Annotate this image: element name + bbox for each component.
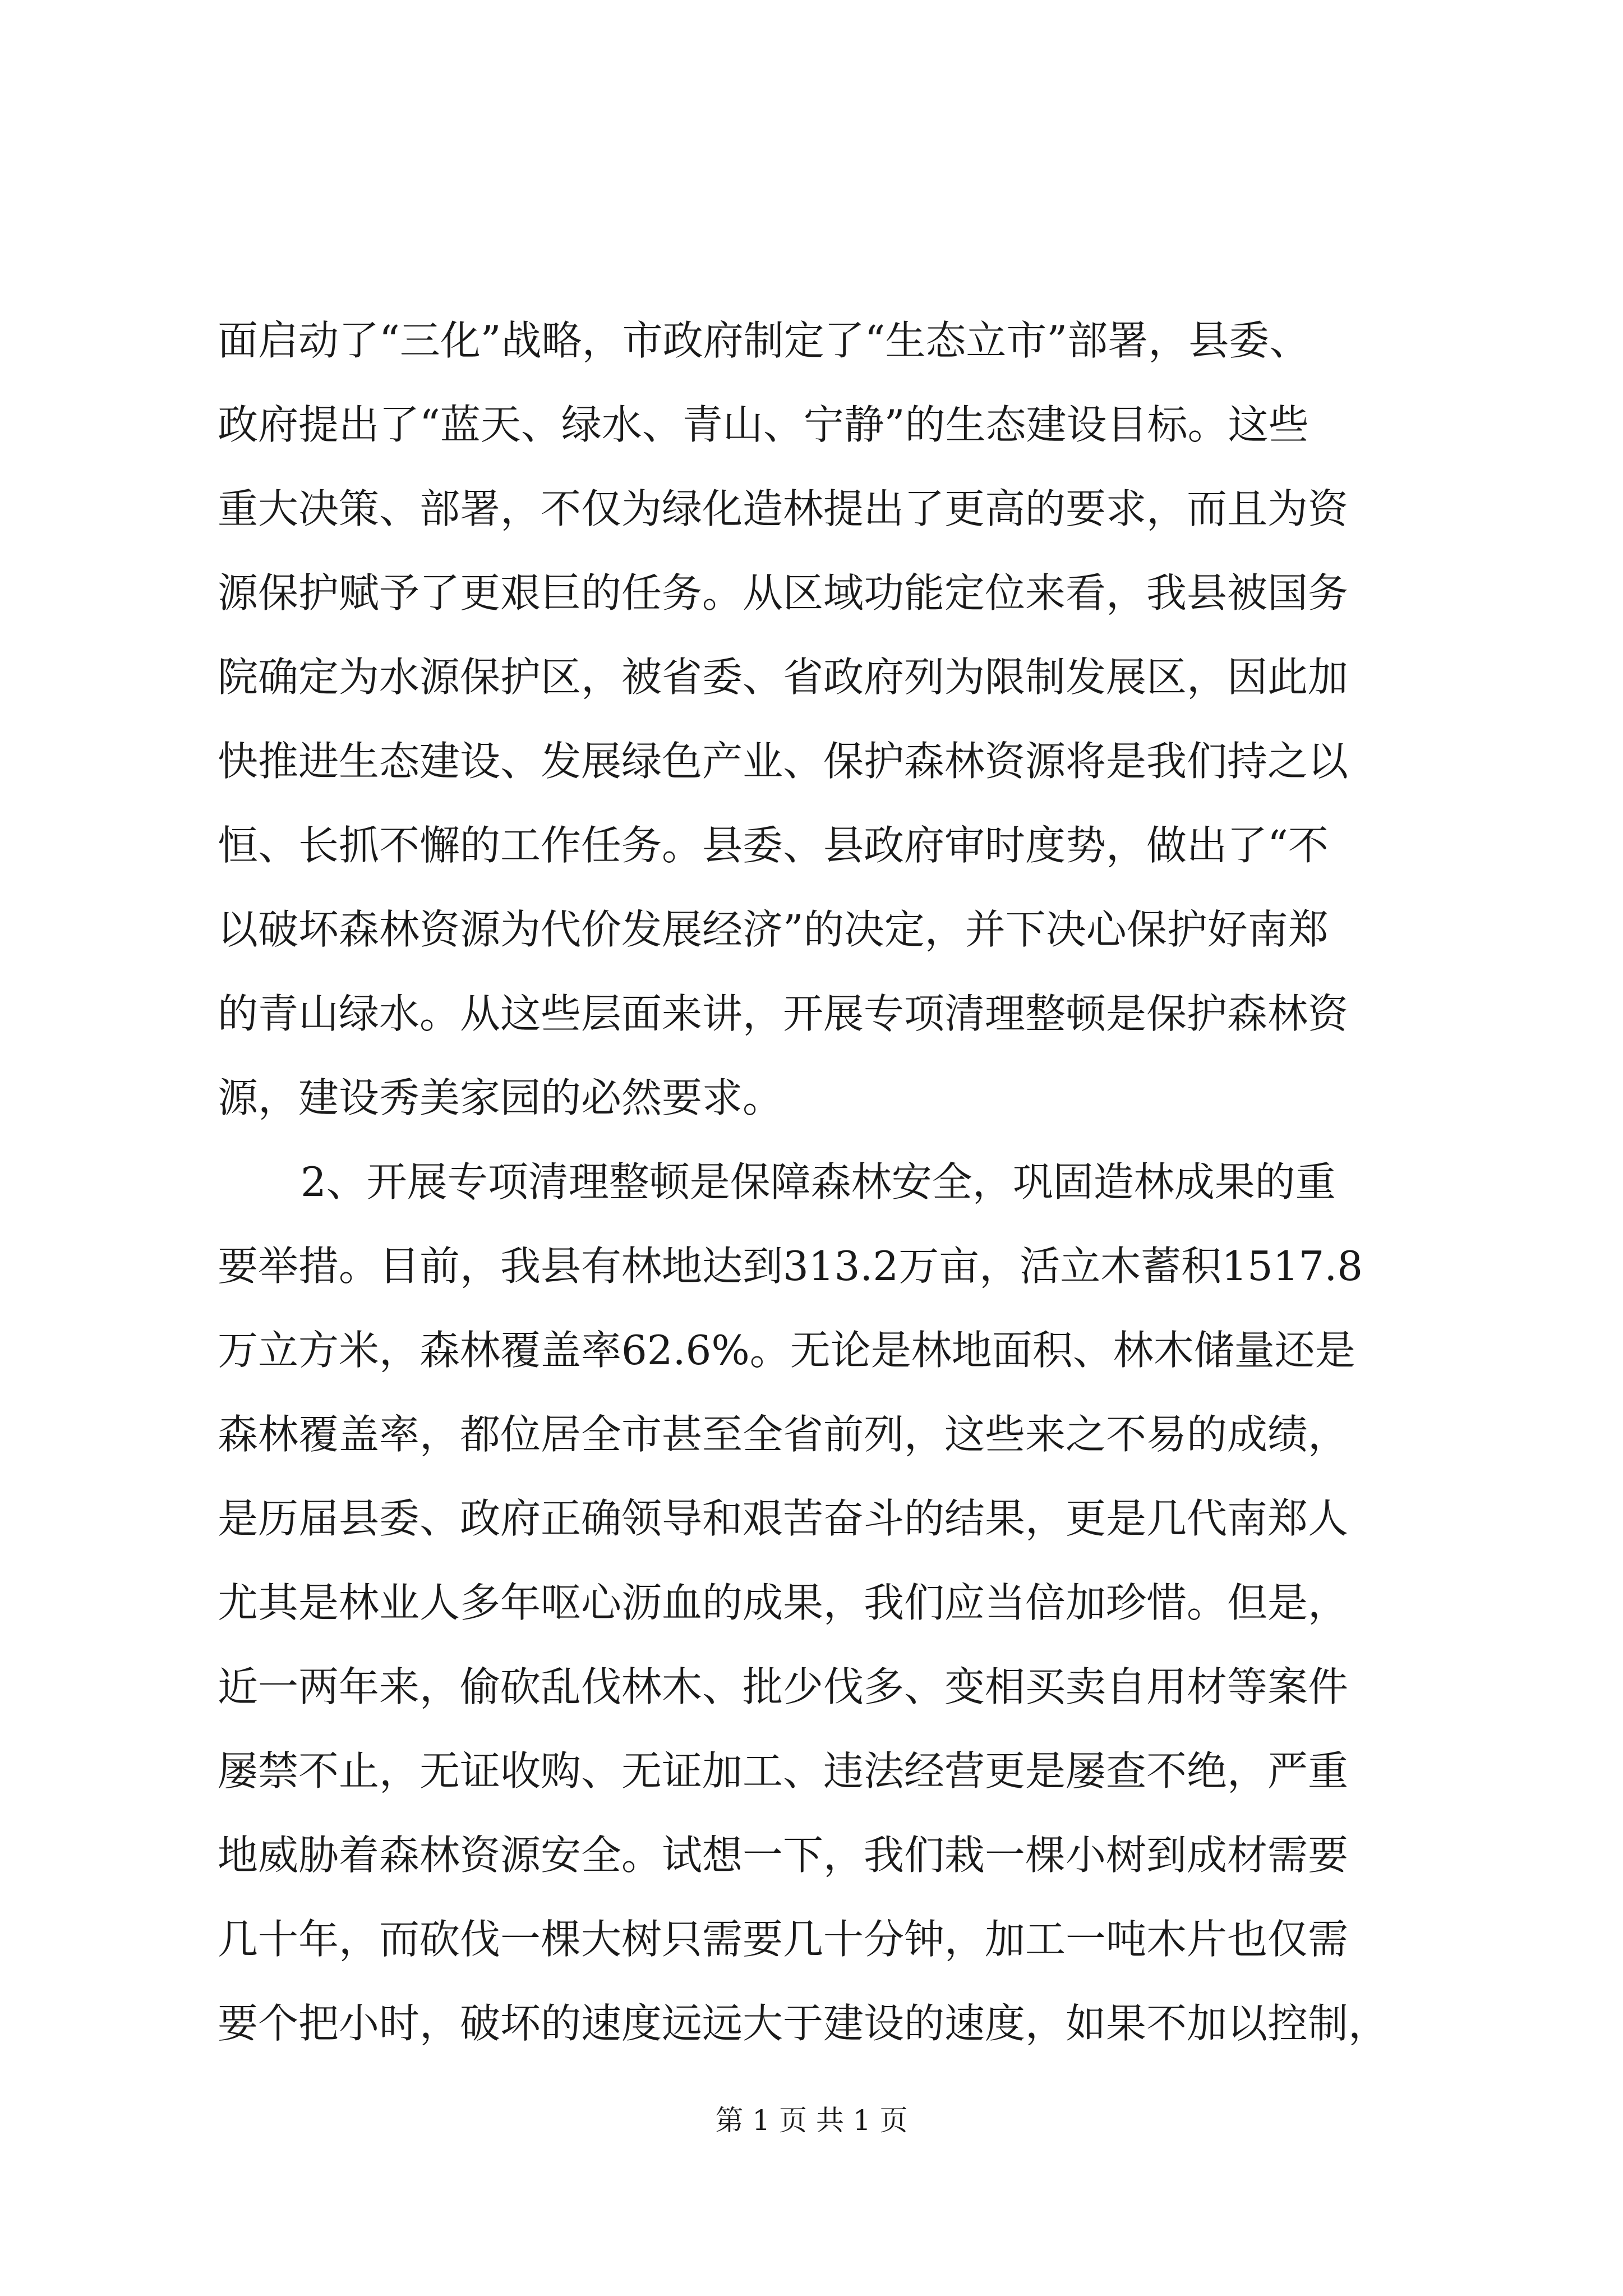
text-line: 近一两年来，偷砍乱伐林木、批少伐多、变相买卖自用材等案件 (218, 1663, 1349, 1710)
text-line: 源保护赋予了更艰巨的任务。从区域功能定位来看，我县被国务 (218, 569, 1349, 616)
text-line: 屡禁不止，无证收购、无证加工、违法经营更是屡查不绝，严重 (218, 1747, 1349, 1795)
text-line: 万立方米，森林覆盖率62.6%。无论是林地面积、林木储量还是 (218, 1327, 1355, 1374)
paragraph-start-line: 2、开展专项清理整顿是保障森林安全，巩固造林成果的重 (301, 1158, 1336, 1205)
text-line: 院确定为水源保护区，被省委、省政府列为限制发展区，因此加 (218, 654, 1349, 701)
text-line: 几十年，而砍伐一棵大树只需要几十分钟，加工一吨木片也仅需 (218, 1916, 1349, 1963)
page-number-footer: 第 1 页 共 1 页 (715, 2104, 908, 2137)
text-line: 森林覆盖率，都位居全市甚至全省前列，这些来之不易的成绩， (218, 1411, 1349, 1458)
text-line: 重大决策、部署，不仅为绿化造林提出了更高的要求，而且为资 (218, 485, 1349, 532)
text-line: 要个把小时，破坏的速度远远大于建设的速度，如果不加以控制， (218, 2000, 1389, 2047)
text-line: 以破坏森林资源为代价发展经济”的决定，并下决心保护好南郑 (218, 906, 1329, 953)
text-line: 恒、长抓不懈的工作任务。县委、县政府审时度势，做出了“不 (218, 822, 1329, 869)
text-line: 尤其是林业人多年呕心沥血的成果，我们应当倍加珍惜。但是， (218, 1579, 1349, 1626)
text-line: 是历届县委、政府正确领导和艰苦奋斗的结果，更是几代南郑人 (218, 1495, 1349, 1542)
text-line: 面启动了“三化”战略，市政府制定了“生态立市”部署，县委、 (218, 317, 1310, 364)
body-text (218, 298, 1429, 2065)
text-line: 的青山绿水。从这些层面来讲，开展专项清理整顿是保护森林资 (218, 990, 1349, 1037)
text-line: 源，建设秀美家园的必然要求。 (218, 1074, 783, 1121)
text-line: 快推进生态建设、发展绿色产业、保护森林资源将是我们持之以 (218, 738, 1349, 785)
text-line: 地威胁着森林资源安全。试想一下，我们栽一棵小树到成材需要 (218, 1832, 1349, 1879)
text-line: 要举措。目前，我县有林地达到313.2万亩，活立木蓄积1517.8 (218, 1243, 1363, 1290)
text-line: 政府提出了“蓝天、绿水、青山、宁静”的生态建设目标。这些 (218, 401, 1309, 448)
